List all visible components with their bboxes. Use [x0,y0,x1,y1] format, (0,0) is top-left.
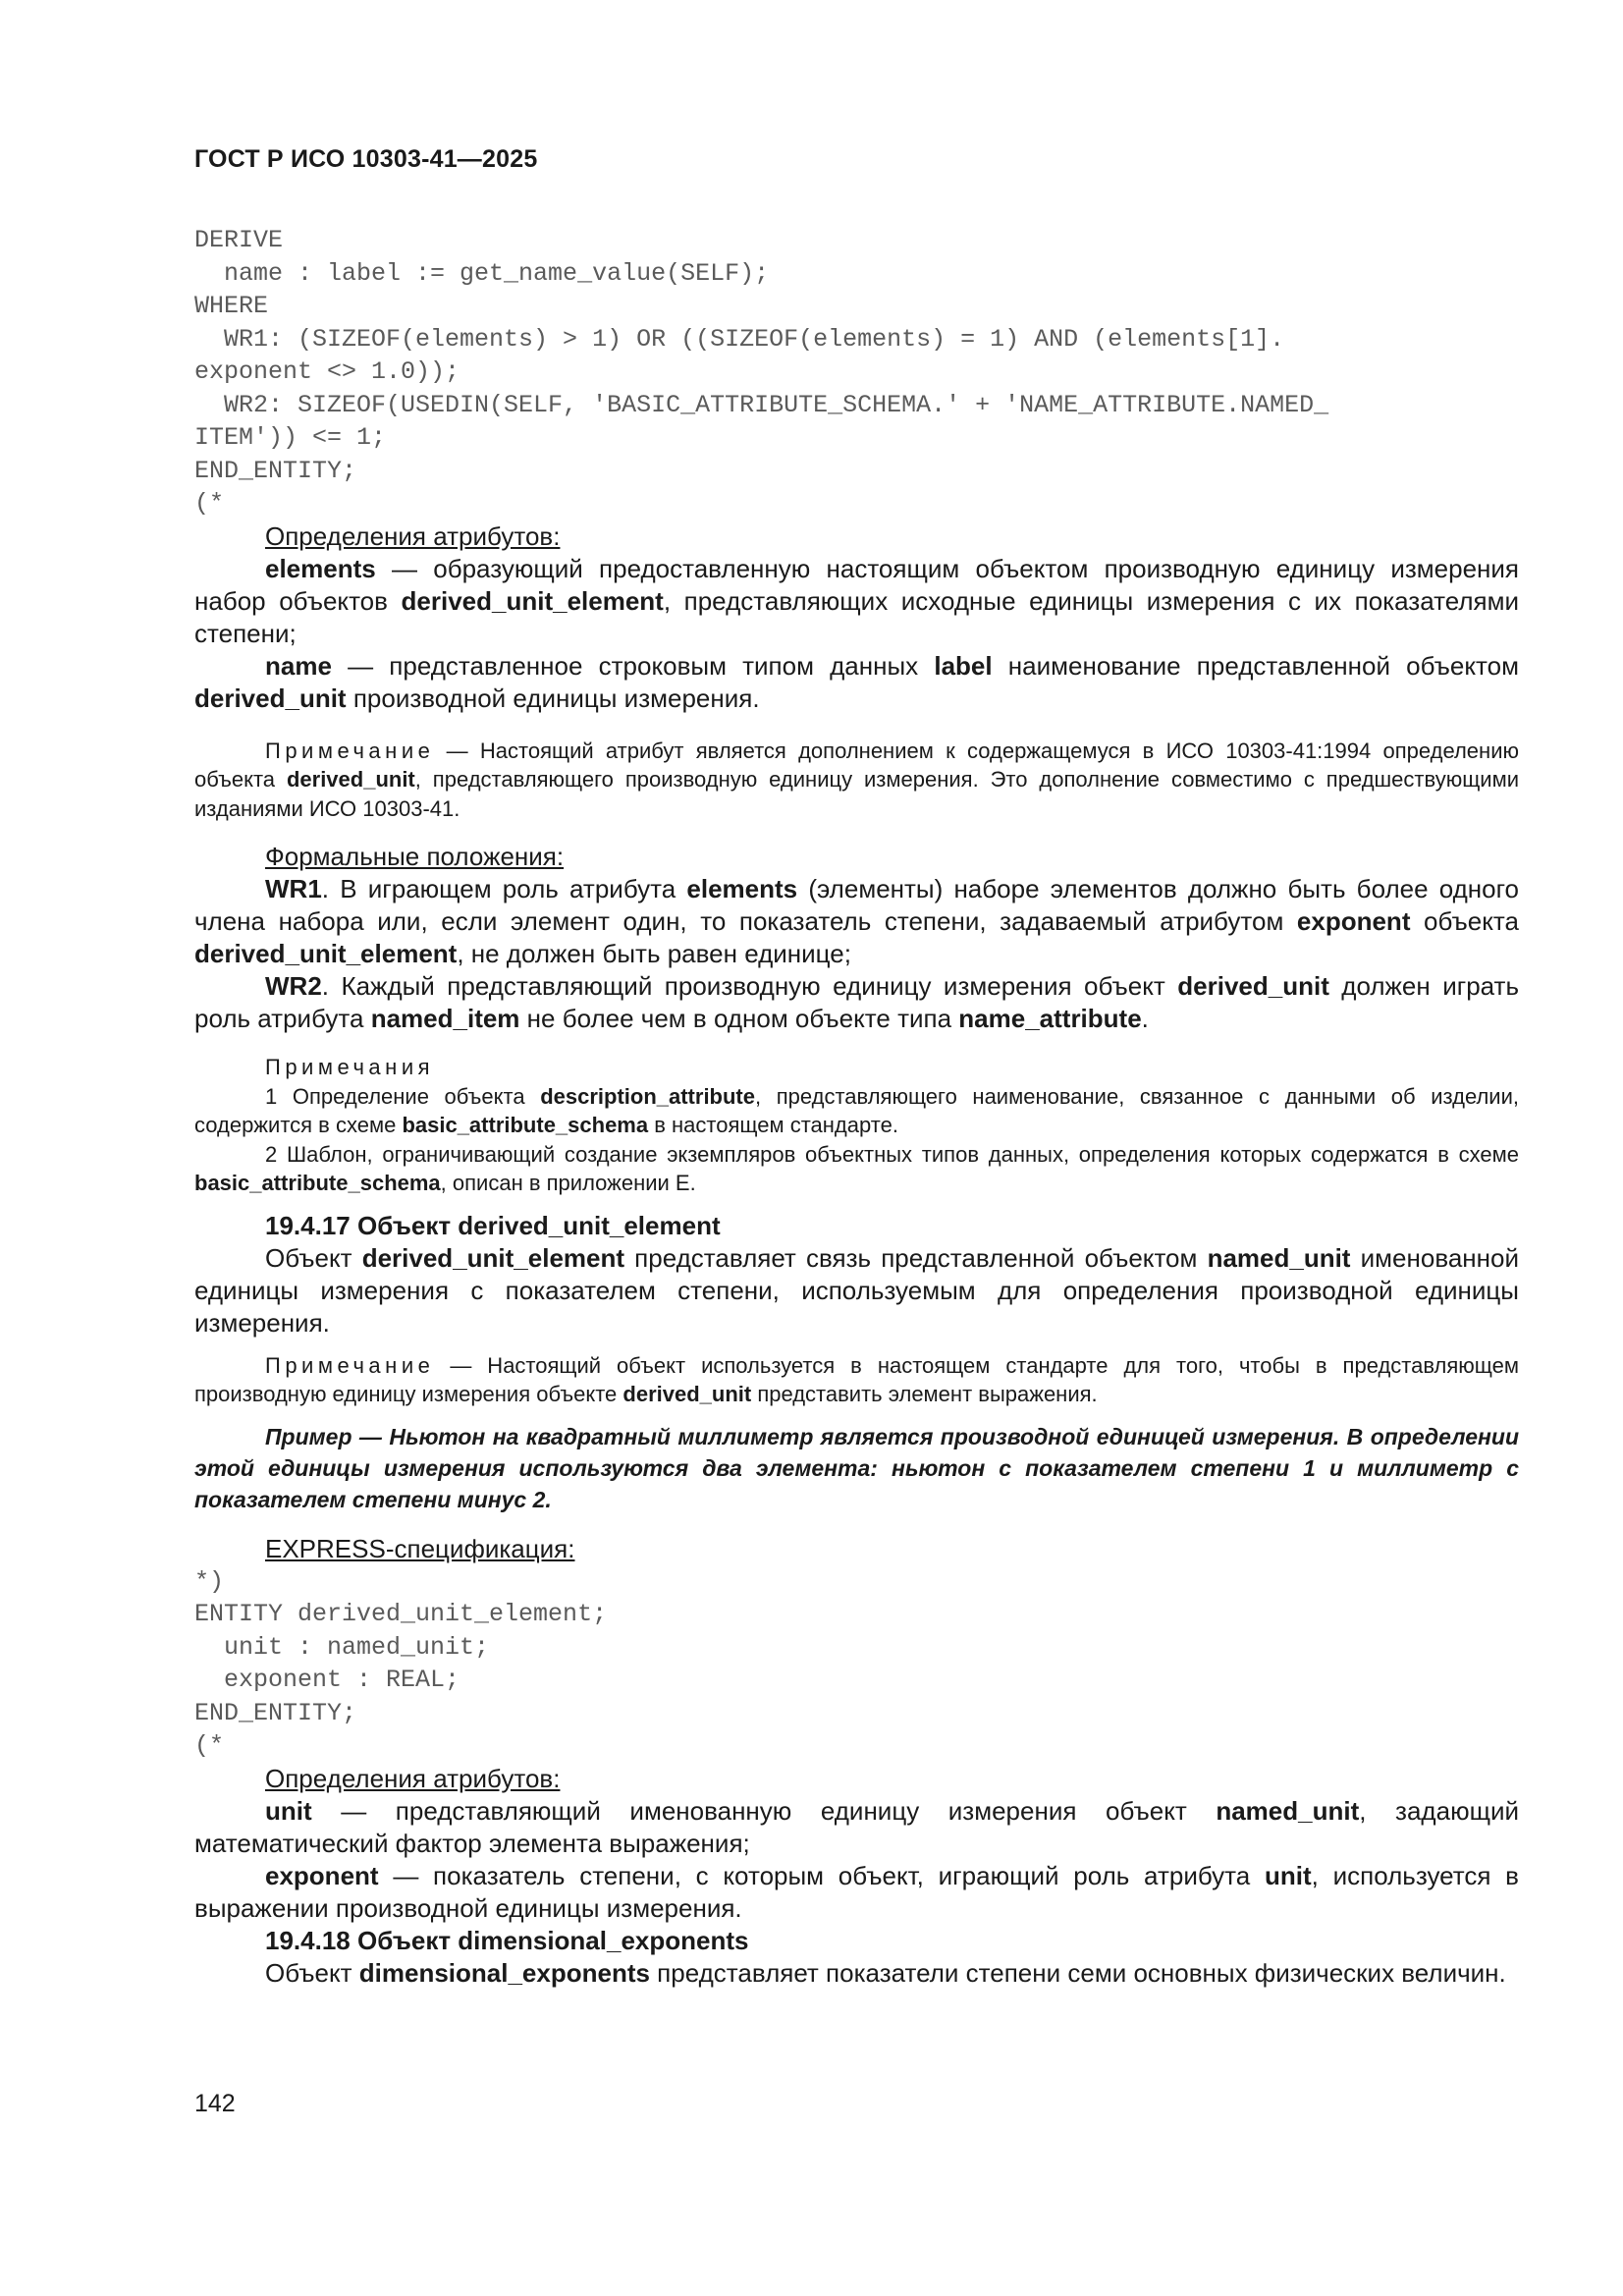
code-line: exponent <> 1.0)); [194,357,460,386]
code-line: WR2: SIZEOF(USEDIN(SELF, 'BASIC_ATTRIBUTE_SCHEMA.' + 'NAME_ATTRIBUTE.NAMED_ [194,390,1329,419]
page-number: 142 [194,2090,236,2117]
attribute-definition-unit: unit — представляющий именованную единицу измерения объект named_unit, задающий математический фактор элемента выражения; [194,1795,1520,1858]
code-line: ENTITY derived_unit_element; [194,1600,608,1628]
code-line: (* [194,1731,225,1760]
note-item-1: 1 Определение объекта description_attribute, представляющего наименование, связанное с данными об изделии, содержится в схеме basic_attribute_schema в настоящем стандарте. [194,1083,1519,1137]
express-code-block [194,1565,1519,1763]
rule-wr2: WR2. Каждый представляющий производную единицу измерения объект derived_unit должен играть роль атрибута named_item не более чем в одном объекте типа name_attribute. [194,971,1520,1033]
code-line: WHERE [194,292,269,320]
code-line: ITEM')) <= 1; [194,423,387,452]
code-line: END_ENTITY; [194,1698,357,1727]
section-paragraph: Объект derived_unit_element представляет связь представленной объектом named_unit именованной единицы измерения с показателем степени, используемым для определения производной единицы измерения. [194,1242,1519,1338]
code-line: END_ENTITY; [194,456,357,485]
formal-propositions-heading: Формальные положения: [265,842,565,871]
section-paragraph: Объект dimensional_exponents представляет показатели степени семи основных физических величин. [265,1957,1506,1988]
code-line: DERIVE [194,226,284,254]
notes-heading: Примечания [265,1055,435,1079]
attribute-definition-exponent: exponent — показатель степени, с которым объект, играющий роль атрибута unit, используется в выражении производной единицы измерения. [194,1860,1519,1923]
code-line: unit : named_unit; [194,1632,490,1662]
example: Пример — Ньютон на квадратный миллиметр является производной единицей измерения. В определении этой единицы измерения используются два элемента: ньютон с показателем степени 1 и миллиметр с показателем степени минус 2. [194,1423,1519,1512]
page-content [194,224,1519,1990]
document-header: ГОСТ Р ИСО 10303-41—2025 [194,145,538,173]
note: Примечание — Настоящий объект используется в настоящем стандарте для того, чтобы в представляющем производную единицу измерения объекте derived_unit представить элемент выражения. [194,1352,1519,1406]
attribute-definition-name: name — представленное строковым типом данных label наименование представленной объектом derived_unit производной единицы измерения. [194,650,1519,713]
code-line: (* [194,489,225,518]
rule-wr1: WR1. В играющем роль атрибута elements (элементы) наборе элементов должно быть более одного члена набора или, если элемент один, то показатель степени, задаваемый атрибутом exponent объекта derived_unit_element, не должен быть равен единице; [194,874,1520,968]
note-item-2: 2 Шаблон, ограничивающий создание экземпляров объектных типов данных, определения которых содержатся в схеме basic_attribute_schema, описан в приложении E. [194,1141,1519,1195]
attributes-heading: Определения атрибутов: [265,520,561,551]
code-line: WR1: (SIZEOF(elements) > 1) OR ((SIZEOF(elements) = 1) AND (elements[1]. [194,324,1285,354]
code-line: exponent : REAL; [194,1666,460,1694]
express-code-block [194,224,1519,520]
note: Примечание — Настоящий атрибут является дополнением к содержащемуся в ИСО 10303-41:1994 определению объекта derived_unit, представляющего производную единицу измерения. Это дополнение совместимо с предшествующими изданиями ИСО 10303-41. [194,738,1519,821]
code-line: name : label := get_name_value(SELF); [194,258,770,288]
express-spec-heading: EXPRESS-спецификация: [265,1533,575,1563]
code-line: *) [194,1566,225,1596]
attribute-definition-elements: elements — образующий предоставленную настоящим объектом производную единицу измерения набор объектов derived_unit_element, представляющих исходные единицы измерения с их показателями степени; [194,553,1519,648]
section-heading: 19.4.18 Объект dimensional_exponents [265,1925,749,1955]
section-heading: 19.4.17 Объект derived_unit_element [265,1210,721,1240]
attributes-heading: Определения атрибутов: [265,1763,561,1793]
